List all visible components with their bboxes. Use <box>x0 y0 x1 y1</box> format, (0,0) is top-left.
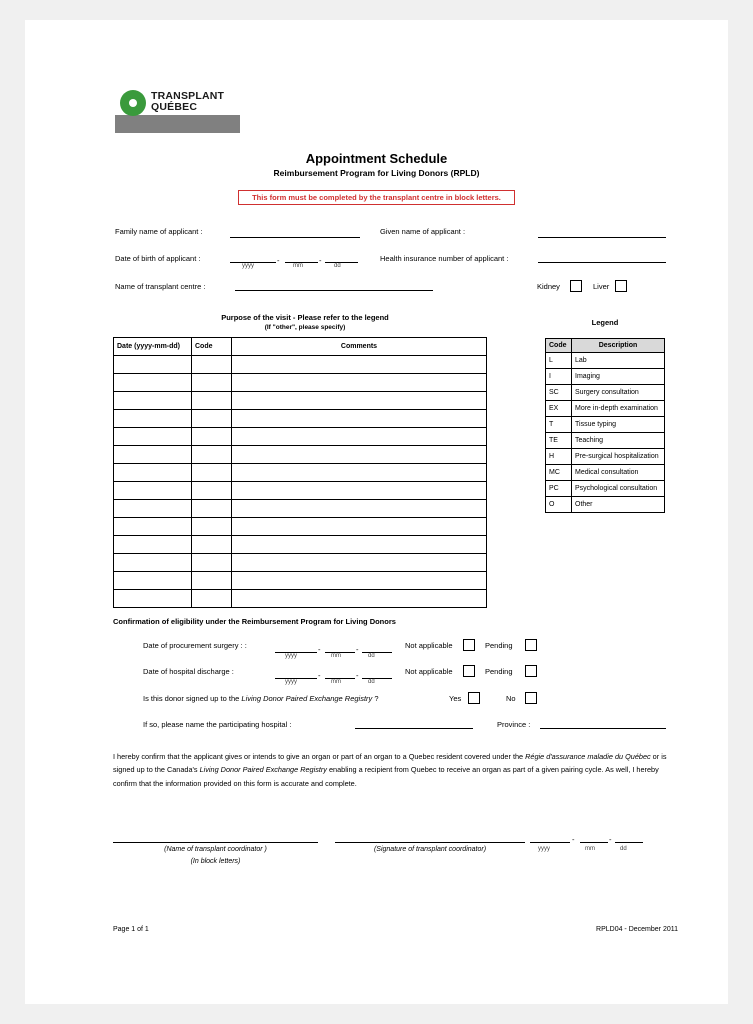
legend-description: Teaching <box>572 433 665 449</box>
dis-yyyy-hint: yyyy <box>285 679 297 685</box>
table-row <box>114 500 487 518</box>
document-page <box>25 20 728 1004</box>
legend-row <box>546 449 665 465</box>
col-date: Date (yyyy-mm-dd) <box>114 338 192 356</box>
proc-not-applicable-checkbox[interactable] <box>463 639 475 651</box>
cell-code[interactable] <box>192 374 232 392</box>
cell-date[interactable] <box>114 590 192 608</box>
kidney-checkbox[interactable] <box>570 280 582 292</box>
sig-mm-hint: mm <box>585 846 595 852</box>
cell-comments[interactable] <box>232 428 487 446</box>
cell-date[interactable] <box>114 410 192 428</box>
dob-dd-hint: dd <box>334 263 341 269</box>
liver-checkbox[interactable] <box>615 280 627 292</box>
cell-code[interactable] <box>192 500 232 518</box>
declaration-l2i1: Québec <box>625 752 651 761</box>
dis-not-applicable-checkbox[interactable] <box>463 665 475 677</box>
cell-comments[interactable] <box>232 572 487 590</box>
dob-dash-1: - <box>277 256 280 265</box>
cell-code[interactable] <box>192 392 232 410</box>
cell-comments[interactable] <box>232 392 487 410</box>
health-insurance-label: Health insurance number of applicant : <box>380 254 509 263</box>
dis-dd-hint: dd <box>368 679 375 685</box>
kidney-label: Kidney <box>537 282 560 291</box>
dis-mm-hint: mm <box>331 679 341 685</box>
health-insurance-input[interactable] <box>538 262 666 263</box>
registry-yes-label: Yes <box>449 694 462 703</box>
table-row <box>114 446 487 464</box>
page-title: Appointment Schedule <box>305 151 448 166</box>
cell-comments[interactable] <box>232 518 487 536</box>
legend-code: H <box>546 449 572 465</box>
legend-code: EX <box>546 401 572 417</box>
table-header-row <box>114 338 487 356</box>
table-row <box>114 572 487 590</box>
cell-date[interactable] <box>114 536 192 554</box>
cell-code[interactable] <box>192 410 232 428</box>
legend-code: PC <box>546 481 572 497</box>
legend-row <box>546 417 665 433</box>
table-row <box>114 482 487 500</box>
procurement-date-label: Date of procurement surgery : : <box>143 641 247 650</box>
cell-code[interactable] <box>192 464 232 482</box>
registry-no-label: No <box>506 694 516 703</box>
province-label: Province : <box>497 720 531 729</box>
table-row <box>114 536 487 554</box>
transplant-quebec-logo <box>115 88 240 133</box>
signature-year-input[interactable] <box>530 842 570 843</box>
cell-code[interactable] <box>192 518 232 536</box>
dis-dash-2: - <box>356 671 359 680</box>
cell-comments[interactable] <box>232 356 487 374</box>
cell-code[interactable] <box>192 536 232 554</box>
legend-description: Psychological consultation <box>572 481 665 497</box>
registry-question-italic: Living Donor Paired Exchange Registry <box>241 694 373 703</box>
dis-pending-label: Pending <box>485 667 513 676</box>
table-row <box>114 374 487 392</box>
table-row <box>114 392 487 410</box>
coordinator-signature-caption: (Signature of transplant coordinator) <box>373 846 487 853</box>
legend-description: Lab <box>572 353 665 369</box>
legend-row <box>546 353 665 369</box>
legend-code: SC <box>546 385 572 401</box>
declaration-l3: cycle. As well, I hereby confirm that the information provided on this form is accurate and complete. <box>113 765 659 788</box>
legend-row <box>546 465 665 481</box>
legend-description: Medical consultation <box>572 465 665 481</box>
legend-row <box>546 401 665 417</box>
signature-month-input[interactable] <box>580 842 608 843</box>
cell-comments[interactable] <box>232 536 487 554</box>
legend-description: Surgery consultation <box>572 385 665 401</box>
cell-date[interactable] <box>114 518 192 536</box>
legend-description: Imaging <box>572 369 665 385</box>
cell-code[interactable] <box>192 554 232 572</box>
coordinator-name-caption-2: (In block letters) <box>190 858 241 865</box>
hospital-label: If so, please name the participating hospital : <box>143 720 292 729</box>
cell-code[interactable] <box>192 590 232 608</box>
declaration-l1i: Régie d'assurance maladie du <box>525 752 624 761</box>
discharge-date-label: Date of hospital discharge : <box>143 667 234 676</box>
transplant-centre-label: Name of transplant centre : <box>115 282 206 291</box>
legend-code: TE <box>546 433 572 449</box>
sig-yyyy-hint: yyyy <box>538 846 550 852</box>
registry-question <box>143 694 379 703</box>
logo-bar <box>115 115 240 133</box>
legend-code: T <box>546 417 572 433</box>
dob-dash-2: - <box>319 256 322 265</box>
signature-day-input[interactable] <box>615 842 643 843</box>
legend-description: Pre-surgical hospitalization <box>572 449 665 465</box>
cell-code[interactable] <box>192 572 232 590</box>
dob-mm-hint: mm <box>293 263 303 269</box>
hospital-input[interactable] <box>355 728 473 729</box>
table-row <box>114 356 487 374</box>
cell-comments[interactable] <box>232 446 487 464</box>
dob-day-input[interactable] <box>325 262 358 263</box>
cell-comments[interactable] <box>232 500 487 518</box>
cell-code[interactable] <box>192 446 232 464</box>
declaration-l2i2: Living Donor Paired Exchange Registry <box>199 765 327 775</box>
table-row <box>114 410 487 428</box>
proc-dash-2: - <box>356 645 359 654</box>
proc-dd-hint: dd <box>368 653 375 659</box>
proc-pending-checkbox[interactable] <box>525 639 537 651</box>
legend-code: I <box>546 369 572 385</box>
purpose-heading: Purpose of the visit - Please refer to the legend <box>221 313 389 322</box>
dob-yyyy-hint: yyyy <box>242 263 254 269</box>
cell-date[interactable] <box>114 464 192 482</box>
procurement-day-input[interactable] <box>362 652 392 653</box>
cell-code[interactable] <box>192 482 232 500</box>
legend-description: Other <box>572 497 665 513</box>
legend-row <box>546 433 665 449</box>
footer-reference: RPLD04 - December 2011 <box>596 926 678 933</box>
proc-dash-1: - <box>318 645 321 654</box>
legend-col-description: Description <box>572 339 665 353</box>
notice-banner: This form must be completed by the transplant centre in block letters. <box>238 190 515 205</box>
cell-date[interactable] <box>114 392 192 410</box>
page-subtitle: Reimbursement Program for Living Donors (RPLD) <box>273 168 480 178</box>
legend-row <box>546 385 665 401</box>
coordinator-name-caption-1: (Name of transplant coordinator ) <box>164 846 267 853</box>
legend-description: Tissue typing <box>572 417 665 433</box>
legend-table <box>545 338 665 513</box>
confirmation-heading: Confirmation of eligibility under the Reimbursement Program for Living Donors <box>113 617 396 626</box>
declaration-l2b: enabling a recipient from Quebec to receive an organ as part of a given pairing <box>326 765 583 775</box>
cell-code[interactable] <box>192 356 232 374</box>
cell-comments[interactable] <box>232 590 487 608</box>
dob-label: Date of birth of applicant : <box>115 254 201 263</box>
cell-date[interactable] <box>114 554 192 572</box>
sig-dash-1: - <box>572 835 575 844</box>
discharge-day-input[interactable] <box>362 678 392 679</box>
legend-row <box>546 497 665 513</box>
coordinator-signature-input[interactable] <box>335 842 525 843</box>
legend-code: O <box>546 497 572 513</box>
family-name-label: Family name of applicant : <box>115 227 203 236</box>
col-code: Code <box>192 338 232 356</box>
cell-date[interactable] <box>114 374 192 392</box>
cell-date[interactable] <box>114 482 192 500</box>
cell-comments[interactable] <box>232 464 487 482</box>
cell-date[interactable] <box>114 500 192 518</box>
dis-not-applicable-label: Not applicable <box>405 667 453 676</box>
transplant-centre-input[interactable] <box>235 290 433 291</box>
table-row <box>114 428 487 446</box>
logo-line-2: QUÉBEC <box>151 101 198 114</box>
visits-table <box>113 337 487 608</box>
liver-label: Liver <box>593 282 610 291</box>
col-comments: Comments <box>232 338 487 356</box>
table-row <box>114 518 487 536</box>
logo-line-1: TRANSPLANT <box>151 90 225 102</box>
given-name-input[interactable] <box>538 237 666 238</box>
legend-row <box>546 369 665 385</box>
cell-code[interactable] <box>192 428 232 446</box>
proc-mm-hint: mm <box>331 653 341 659</box>
legend-title: Legend <box>591 318 619 327</box>
legend-header-row <box>546 339 665 353</box>
family-name-input[interactable] <box>230 237 360 238</box>
cell-comments[interactable] <box>232 482 487 500</box>
table-row <box>114 464 487 482</box>
cell-comments[interactable] <box>232 410 487 428</box>
coordinator-name-input[interactable] <box>113 842 318 843</box>
registry-question-pre: Is this donor signed up to the <box>143 694 242 703</box>
footer-page-number: Page 1 of 1 <box>113 926 149 933</box>
logo-text <box>151 91 224 113</box>
province-input[interactable] <box>540 728 666 729</box>
cell-date[interactable] <box>114 446 192 464</box>
legend-code: L <box>546 353 572 369</box>
declaration-paragraph <box>113 750 673 790</box>
registry-question-post: ? <box>372 694 379 703</box>
logo-circle-icon <box>120 90 146 116</box>
registry-yes-checkbox[interactable] <box>468 692 480 704</box>
purpose-subheading: (If "other", please specify) <box>264 324 346 331</box>
given-name-label: Given name of applicant : <box>380 227 466 236</box>
proc-pending-label: Pending <box>485 641 513 650</box>
registry-no-checkbox[interactable] <box>525 692 537 704</box>
cell-comments[interactable] <box>232 374 487 392</box>
table-row <box>114 554 487 572</box>
declaration-l2a: or is signed up to the Canada's <box>113 752 667 775</box>
dis-dash-1: - <box>318 671 321 680</box>
proc-yyyy-hint: yyyy <box>285 653 297 659</box>
declaration-l1a: I hereby confirm that the applicant gives or intends to give an organ or part of an organ to a Quebec resident covered under the <box>113 752 526 761</box>
cell-date[interactable] <box>114 428 192 446</box>
proc-not-applicable-label: Not applicable <box>405 641 453 650</box>
sig-dash-2: - <box>609 835 612 844</box>
legend-code: MC <box>546 465 572 481</box>
dis-pending-checkbox[interactable] <box>525 665 537 677</box>
cell-date[interactable] <box>114 356 192 374</box>
sig-dd-hint: dd <box>620 846 627 852</box>
table-row <box>114 590 487 608</box>
legend-description: More in-depth examination <box>572 401 665 417</box>
legend-row <box>546 481 665 497</box>
cell-date[interactable] <box>114 572 192 590</box>
cell-comments[interactable] <box>232 554 487 572</box>
legend-col-code: Code <box>546 339 572 353</box>
